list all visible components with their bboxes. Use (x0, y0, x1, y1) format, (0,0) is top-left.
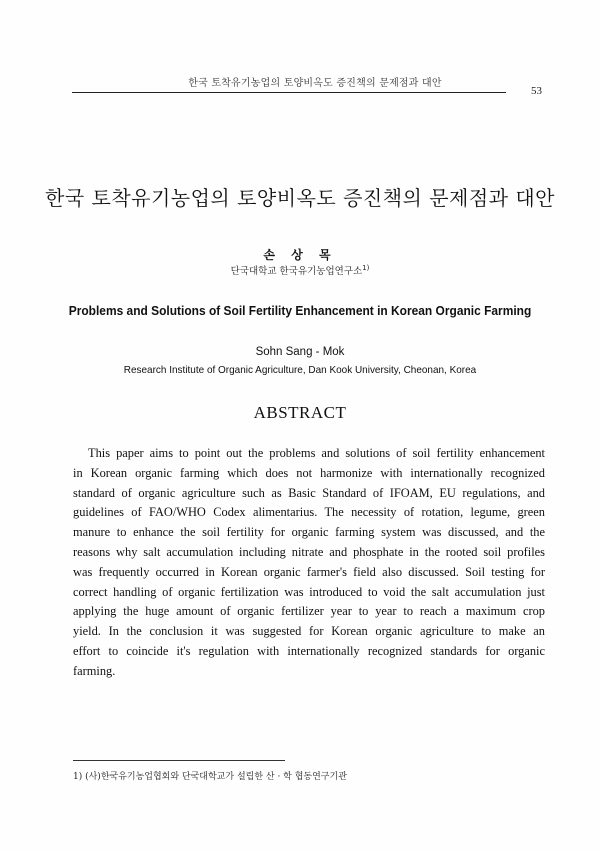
footnote: 1) (사)한국유기농업협회와 단국대학교가 설립한 산 · 학 협동연구기관 (73, 772, 347, 782)
affiliation-korean-text: 단국대학교 한국유기농업연구소 (230, 266, 363, 277)
running-head: 한국 토착유기농업의 토양비옥도 증진책의 문제점과 대안 (188, 78, 442, 89)
abstract-body (73, 444, 545, 682)
page-header (72, 74, 544, 97)
header-rule (72, 92, 506, 93)
abstract-line: effort to coincide it's regulation with internationally recognized standards for organic (73, 643, 545, 658)
abstract-line: correct handling of organic fertilization was introduced to void the salt accumulation just (73, 584, 545, 599)
paper-title-korean: 한국 토착유기농업의 토양비옥도 증진책의 문제점과 대안 (45, 186, 555, 210)
abstract-line: yield. In the conclusion it was suggested for Korean organic agriculture to make an (73, 624, 545, 639)
abstract-line: guidelines of FAO/WHO Codex alimentarius. The necessity of rotation, legume, green (73, 505, 545, 520)
abstract-line: standard of organic agriculture such as Basic Standard of IFOAM, EU regulations, and (73, 485, 545, 500)
paper-title-english: Problems and Solutions of Soil Fertility Enhancement in Korean Organic Farming (68, 303, 532, 318)
abstract-line: was frequently occurred in Korean organic farmer's field also discussed. Soil testing for (73, 564, 545, 579)
footnote-marker: 1) (362, 263, 370, 272)
abstract-line: applying the huge amount of organic fertilizer year to year to reach a maximum crop (73, 604, 545, 619)
affiliation-english: Research Institute of Organic Agriculture, Dan Kook University, Cheonan, Korea (123, 364, 477, 376)
abstract-line: farming. (73, 663, 116, 678)
footnote-rule (73, 760, 285, 761)
affiliation-korean (0, 263, 600, 277)
abstract-line: reasons why salt accumulation including nitrate and phosphate in the rooted soil profiles (73, 544, 545, 559)
abstract-line: manure to enhance the soil fertility for organic farming system was discussed, and the (73, 525, 545, 540)
abstract-line: This paper aims to point out the problems and solutions of soil fertility enhancement (88, 446, 545, 460)
abstract-heading: ABSTRACT (253, 403, 347, 422)
author-name-english: Sohn Sang - Mok (255, 346, 345, 358)
abstract-line: in Korean organic farming which does not harmonize with internationally recognized (73, 465, 545, 480)
author-name-korean: 손 상 목 (263, 248, 337, 262)
page-number: 53 (531, 85, 542, 97)
